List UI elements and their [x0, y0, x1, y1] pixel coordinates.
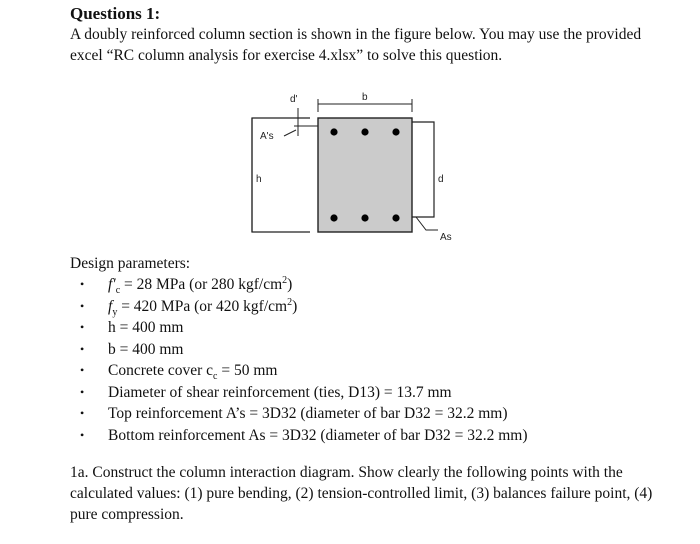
design-parameters-list — [78, 274, 528, 446]
label-b: b — [362, 92, 368, 103]
bottom-bar — [392, 214, 399, 221]
parameter-top-reinforcement: • Top reinforcement A’s = 3D32 (diameter of bar D32 = 32.2 mm) — [78, 403, 528, 425]
part-1a-prompt: 1a. Construct the column interaction diagram. Show clearly the following points with the calculated values: (1) pure bending, (2) tension-controlled limit, (3) balances failure point, (4) pure compression. — [70, 464, 653, 523]
parameter-bottom-reinforcement: • Bottom reinforcement As = 3D32 (diameter of bar D32 = 32.2 mm) — [78, 425, 528, 447]
label-h: h — [256, 174, 262, 185]
bullet: • — [80, 277, 85, 291]
bullet: • — [80, 298, 85, 313]
label-d: d — [438, 174, 444, 185]
bullet: • — [80, 406, 85, 420]
top-bar — [361, 128, 368, 135]
parameter-fy: • $f_y = 420$ MPa (or 420 kgf/$cm^2$) — [80, 296, 298, 318]
bottom-bar — [361, 214, 368, 221]
parameter-h: • h = 400 mm — [78, 317, 528, 339]
bullet: • — [80, 384, 85, 399]
bullet: • — [80, 363, 85, 377]
column-section-figure — [240, 92, 460, 254]
label-as: As — [440, 232, 452, 243]
question-title: Questions 1: — [70, 4, 161, 23]
bullet: • — [80, 320, 85, 334]
parameter-concrete-cover: • Concrete cover $c_c = 50$ mm — [80, 362, 278, 383]
label-d-prime: d' — [290, 94, 298, 105]
bullet: • — [80, 341, 85, 356]
bullet: • — [80, 427, 85, 442]
parameter-shear-reinforcement: • Diameter of shear reinforcement (ties, D13) = 13.7 mm — [78, 382, 528, 404]
top-bar — [330, 128, 337, 135]
parameter-fc: • $f'_c = 28$ MPa (or 280 kgf/$cm^2$) — [80, 274, 293, 297]
bottom-bar — [330, 214, 337, 221]
label-as-prime: A's — [260, 131, 274, 142]
parameter-b: • b = 400 mm — [78, 339, 528, 361]
top-bar — [392, 128, 399, 135]
design-parameters-title: Design parameters: — [70, 255, 191, 272]
question-intro: A doubly reinforced column section is shown in the figure below. You may use the provided excel “RC column analysis for exercise 4.xlsx” to solve this question. — [70, 26, 642, 64]
